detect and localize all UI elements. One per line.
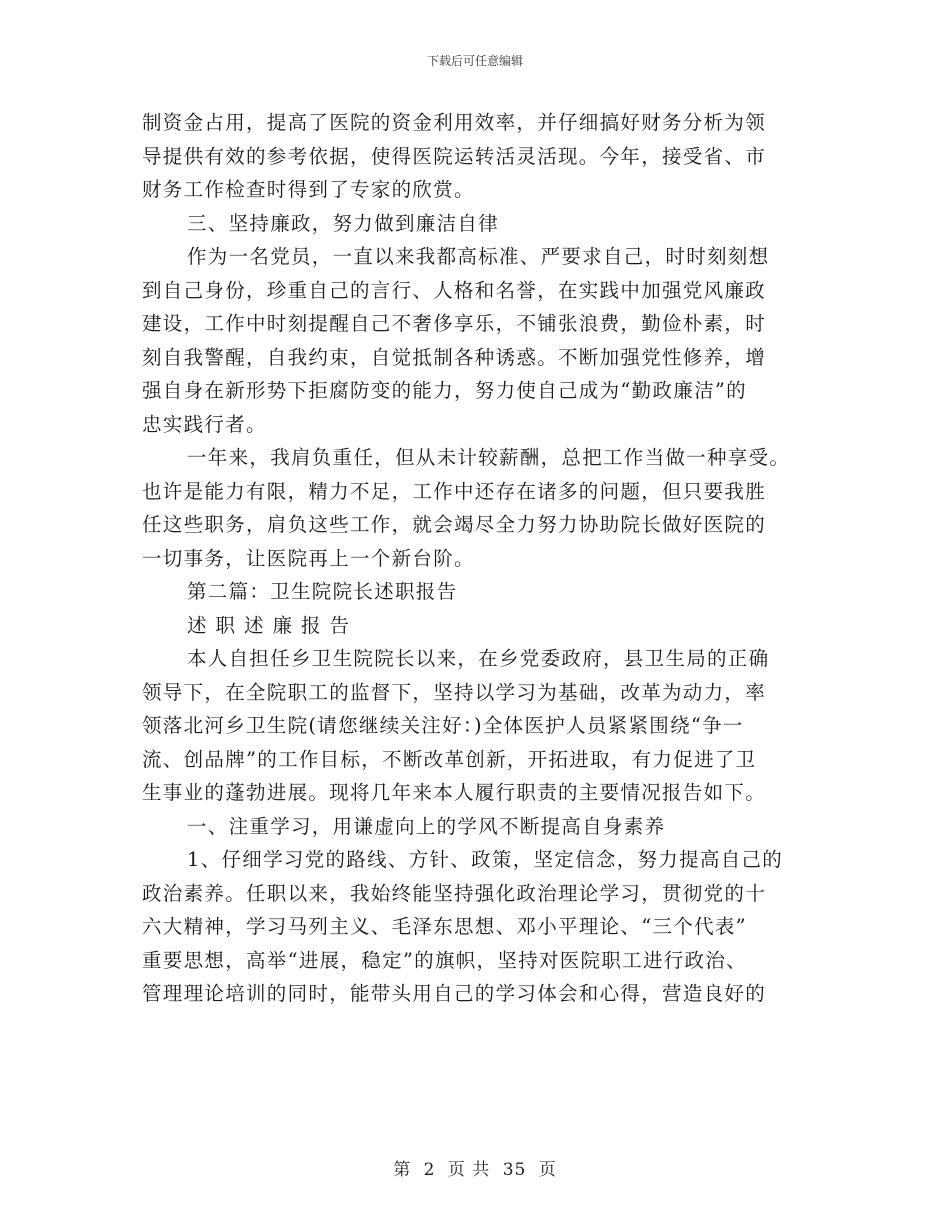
text-line: 领落北河乡卫生院(请您继续关注好：)全体医护人员紧紧围绕“争一 — [142, 714, 744, 737]
page-number: 2 — [423, 1160, 436, 1180]
report-title: 述职述廉报告 — [187, 613, 359, 637]
text-line: 管理理论培训的同时，能带头用自己的学习体会和心得，营造良好的 — [142, 982, 767, 1005]
text-line: 也许是能力有限，精力不足，工作中还存在诸多的问题，但只要我胜 — [142, 479, 767, 503]
document-body — [142, 106, 814, 1011]
text-line: 本人自担任乡卫生院院长以来，在乡党委政府，县卫生局的正确 — [187, 647, 770, 670]
section-heading: 一、注重学习，用谦虚向上的学风不断提高自身素养 — [187, 814, 666, 838]
text-line: 流、创品牌”的工作目标，不断改革创新，开拓进取，有力促进了卫 — [142, 747, 757, 771]
footer-prefix: 第 — [393, 1160, 412, 1180]
text-line: 六大精神，学习马列主义、毛泽东思想、邓小平理论、“三个代表” — [142, 915, 747, 938]
text-line: 制资金占用，提高了医院的资金利用效率，并仔细搞好财务分析为领 — [142, 111, 767, 134]
text-line: 生事业的蓬勃进展。现将几年来本人履行职责的主要情况报告如下。 — [142, 781, 767, 804]
text-line: 任这些职务，肩负这些工作，就会竭尽全力努力协助院长做好医院的 — [142, 513, 767, 536]
text-line: 刻自我警醒，自我约束，自觉抵制各种诱惑。不断加强党性修养，增 — [142, 345, 767, 369]
footer-suffix: 页 — [538, 1160, 557, 1180]
text-line: 建设，工作中时刻提醒自己不奢侈享乐，不铺张浪费，勤俭朴素，时 — [142, 312, 767, 335]
section-heading: 三、坚持廉政，努力做到廉洁自律 — [187, 211, 500, 235]
text-line: 一年来，我肩负重任，但从未计较薪酬，总把工作当做一种享受。 — [187, 446, 791, 469]
text-line: 一切事务，让医院再上一个新台阶。 — [142, 546, 475, 570]
text-line: 政治素养。任职以来，我始终能坚持强化政治理论学习，贯彻党的十 — [142, 881, 767, 905]
total-pages: 35 — [502, 1160, 527, 1180]
page-header: 下载后可任意编辑 — [426, 54, 523, 68]
text-line: 到自己身份，珍重自己的言行、人格和名誉，在实践中加强党风廉政 — [142, 278, 767, 302]
text-line: 重要思想，高举“进展，稳定”的旗帜，坚持对医院职工进行政治、 — [142, 948, 747, 972]
page-footer — [0, 1155, 950, 1180]
text-line: 强自身在新形势下拒腐防变的能力，努力使自己成为“勤政廉洁”的 — [142, 379, 747, 402]
text-line: 作为一名党员，一直以来我都高标准、严要求自己，时时刻刻想 — [187, 245, 770, 268]
text-line: 导提供有效的参考依据，使得医院运转活灵活现。今年，接受省、市 — [142, 144, 767, 168]
text-line: 领导下，在全院职工的监督下，坚持以学习为基础，改革为动力，率 — [142, 680, 767, 704]
chapter-heading: 第二篇：卫生院院长述职报告 — [187, 580, 458, 603]
text-line: 忠实践行者。 — [142, 412, 267, 436]
footer-middle: 页 共 — [447, 1160, 491, 1180]
text-line: 财务工作检查时得到了专家的欣赏。 — [142, 178, 475, 201]
text-line: 1、仔细学习党的路线、方针、政策，坚定信念，努力提高自己的 — [187, 848, 784, 871]
